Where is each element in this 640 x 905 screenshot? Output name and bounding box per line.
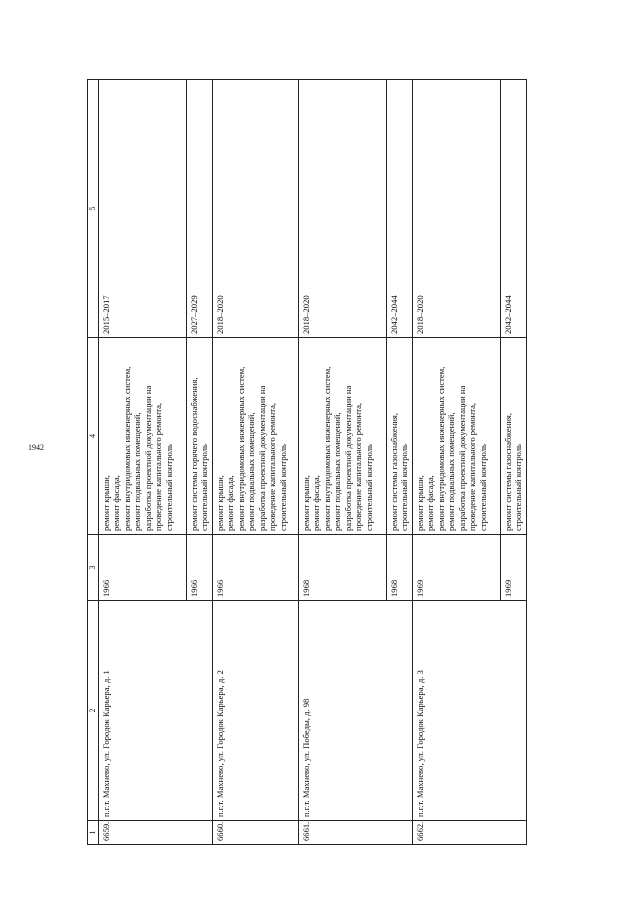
work-item: строительный контроль bbox=[163, 444, 174, 531]
work-item: ремонт внутридомовых инженерных систем, bbox=[235, 366, 246, 531]
works-cell bbox=[212, 338, 298, 535]
works-cell bbox=[298, 338, 386, 535]
year-cell: 1969 bbox=[500, 535, 526, 601]
year-cell: 1966 bbox=[99, 535, 187, 601]
work-item: проведение капитального ремонта, bbox=[353, 402, 364, 531]
col-header-4: 4 bbox=[88, 338, 99, 535]
row-number: 6661. bbox=[298, 821, 412, 845]
year-cell: 1966 bbox=[187, 535, 213, 601]
address-cell: п.г.т. Махнево, ул. Городок Карьера, д. 2 bbox=[212, 601, 298, 821]
table-row bbox=[298, 80, 386, 845]
year-cell: 1968 bbox=[298, 535, 386, 601]
table-row bbox=[99, 80, 187, 845]
rotated-table-container bbox=[87, 80, 530, 845]
work-item: ремонт фасада, bbox=[311, 475, 322, 531]
work-item: ремонт системы горячего водоснабжения, bbox=[189, 377, 199, 531]
work-item: ремонт подвальных помещений, bbox=[332, 412, 343, 531]
period-cell: 2015–2017 bbox=[99, 80, 187, 338]
works-cell bbox=[187, 338, 213, 535]
period-cell: 2018–2020 bbox=[298, 80, 386, 338]
work-item: ремонт фасада, bbox=[425, 475, 436, 531]
year-cell: 1969 bbox=[412, 535, 500, 601]
work-item: ремонт крыши, bbox=[214, 475, 225, 531]
period-cell: 2027–2029 bbox=[187, 80, 213, 338]
work-item: ремонт внутридомовых инженерных систем, bbox=[321, 366, 332, 531]
work-item: разработка проектной документации на bbox=[256, 385, 267, 531]
period-cell: 2018–2020 bbox=[212, 80, 298, 338]
work-item: ремонт подвальных помещений, bbox=[246, 412, 257, 531]
work-item: ремонт системы газоснабжения, bbox=[388, 412, 399, 531]
address-cell: п.г.т. Махнево, ул. Городок Карьера, д. 3 bbox=[412, 601, 526, 821]
work-item: разработка проектной документации на bbox=[456, 385, 467, 531]
work-item: ремонт крыши, bbox=[414, 475, 425, 531]
work-item: ремонт подвальных помещений, bbox=[132, 412, 143, 531]
work-item: ремонт внутридомовых инженерных систем, bbox=[121, 366, 132, 531]
work-item: строительный контроль bbox=[399, 444, 410, 531]
row-number: 6660. bbox=[212, 821, 298, 845]
work-item: строительный контроль bbox=[363, 444, 374, 531]
col-header-2: 2 bbox=[88, 601, 99, 821]
work-item: ремонт системы газоснабжения, bbox=[502, 412, 513, 531]
works-cell bbox=[99, 338, 187, 535]
work-item: строительный контроль bbox=[477, 444, 488, 531]
row-number: 6659. bbox=[99, 821, 213, 845]
period-cell: 2042–2044 bbox=[500, 80, 526, 338]
year-cell: 1966 bbox=[212, 535, 298, 601]
page-number: 1942 bbox=[28, 443, 44, 452]
col-header-1: 1 bbox=[88, 821, 99, 845]
work-item: ремонт крыши, bbox=[101, 475, 111, 531]
work-item: ремонт фасада, bbox=[111, 475, 122, 531]
table-row bbox=[412, 80, 500, 845]
header-row bbox=[88, 80, 99, 845]
work-item: проведение капитального ремонта, bbox=[153, 402, 164, 531]
work-item: строительный контроль bbox=[277, 444, 288, 531]
period-cell: 2018–2020 bbox=[412, 80, 500, 338]
col-header-3: 3 bbox=[88, 535, 99, 601]
work-item: разработка проектной документации на bbox=[142, 385, 153, 531]
work-item: строительный контроль bbox=[199, 444, 210, 531]
work-item: ремонт фасада, bbox=[225, 475, 236, 531]
work-item: строительный контроль bbox=[513, 444, 524, 531]
work-item: проведение капитального ремонта, bbox=[467, 402, 478, 531]
address-cell: п.г.т. Махнево, ул. Городок Карьера, д. 1 bbox=[99, 601, 213, 821]
work-item: ремонт подвальных помещений, bbox=[446, 412, 457, 531]
work-item: ремонт внутридомовых инженерных систем, bbox=[435, 366, 446, 531]
works-cell bbox=[500, 338, 526, 535]
works-cell bbox=[386, 338, 412, 535]
address-cell: п.г.т. Махнево, ул. Победы, д. 98 bbox=[298, 601, 412, 821]
table-row bbox=[212, 80, 298, 845]
works-cell bbox=[412, 338, 500, 535]
year-cell: 1968 bbox=[386, 535, 412, 601]
repair-schedule-table bbox=[87, 79, 527, 845]
work-item: разработка проектной документации на bbox=[342, 385, 353, 531]
work-item: проведение капитального ремонта, bbox=[267, 402, 278, 531]
period-cell: 2042–2044 bbox=[386, 80, 412, 338]
row-number: 6662. bbox=[412, 821, 526, 845]
col-header-5: 5 bbox=[88, 80, 99, 338]
work-item: ремонт крыши, bbox=[300, 475, 311, 531]
